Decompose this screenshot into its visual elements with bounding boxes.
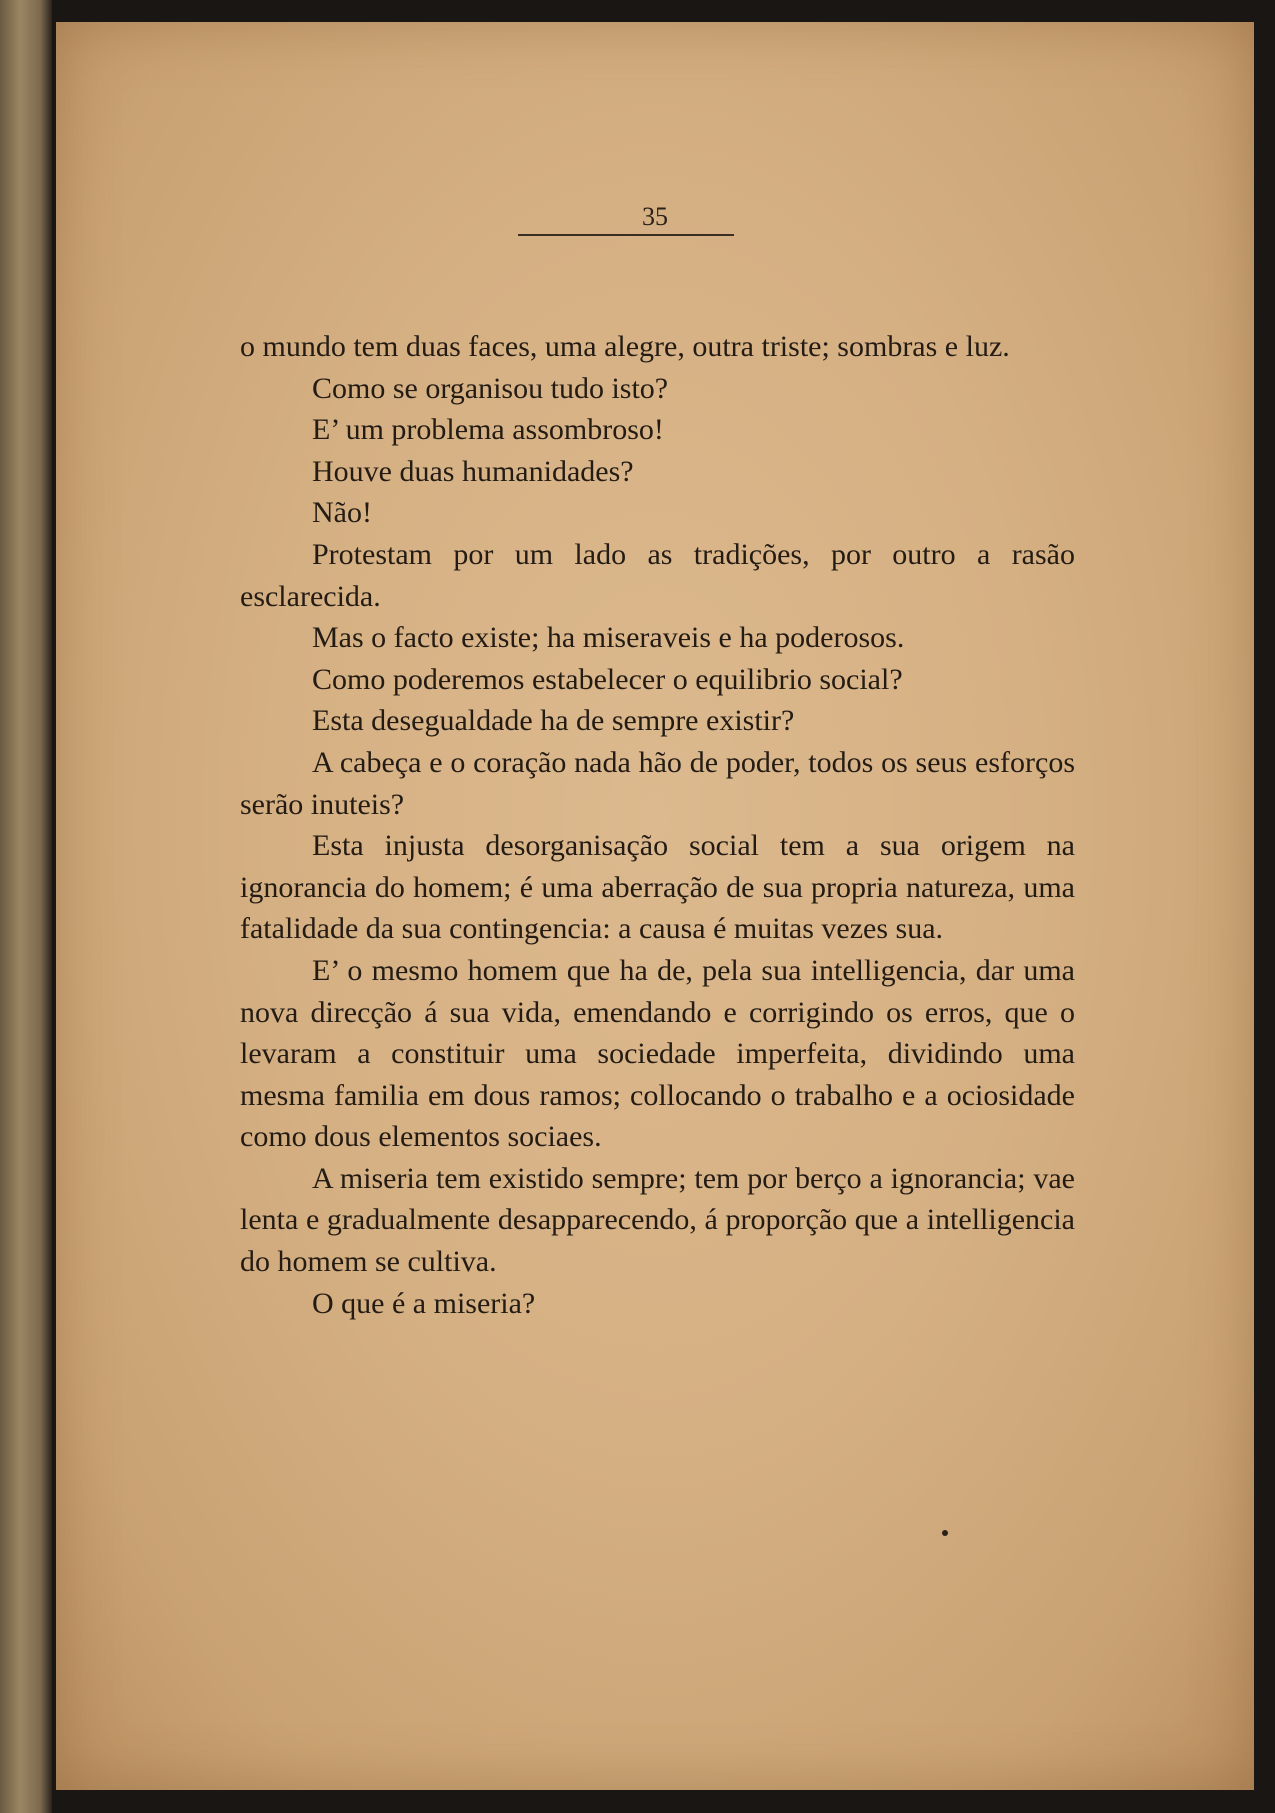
paragraph: E’ o mesmo homem que ha de, pela sua intelligencia, dar uma nova direcção á sua vida, emendando e corrigindo os erros, que o levaram a constituir uma sociedade imperfeita, dividindo uma mesma familia em dous ramos; collocando o trabalho e a ociosidade como dous elementos sociaes.: [240, 953, 1075, 1154]
book-binding-edge: [0, 0, 52, 1813]
paragraph: A miseria tem existido sempre; tem por berço a ignorancia; vae lenta e gradualmente desapparecendo, á proporção que a intelligencia do homem se cultiva.: [240, 1161, 1075, 1279]
paragraph: Como se organisou tudo isto?: [312, 371, 669, 405]
header-rule: [518, 234, 734, 236]
paragraph: O que é a miseria?: [312, 1286, 536, 1320]
paragraph: Como poderemos estabelecer o equilibrio social?: [312, 662, 903, 696]
paragraph: o mundo tem duas faces, uma alegre, outra triste; sombras e luz.: [240, 330, 1010, 363]
paragraph: Não!: [312, 496, 372, 530]
body-text: [240, 326, 1075, 1324]
book-page: [56, 22, 1254, 1790]
paragraph: E’ um problema assombroso!: [312, 413, 664, 447]
paragraph: Protestam por um lado as tradições, por outro a rasão esclarecida.: [240, 537, 1075, 613]
ink-speck: [942, 1530, 948, 1536]
paragraph: Esta desegualdade ha de sempre existir?: [312, 704, 795, 738]
paragraph: Esta injusta desorganisação social tem a sua origem na ignorancia do homem; é uma aberração de sua propria natureza, uma fatalidade da sua contingencia: a causa é muitas vezes sua.: [240, 829, 1075, 946]
paragraph: A cabeça e o coração nada hão de poder, todos os seus esforços serão inuteis?: [240, 745, 1075, 821]
page-number: 35: [642, 202, 668, 231]
paragraph: Houve duas humanidades?: [312, 454, 634, 488]
paragraph: Mas o facto existe; ha miseraveis e ha poderosos.: [312, 621, 905, 655]
